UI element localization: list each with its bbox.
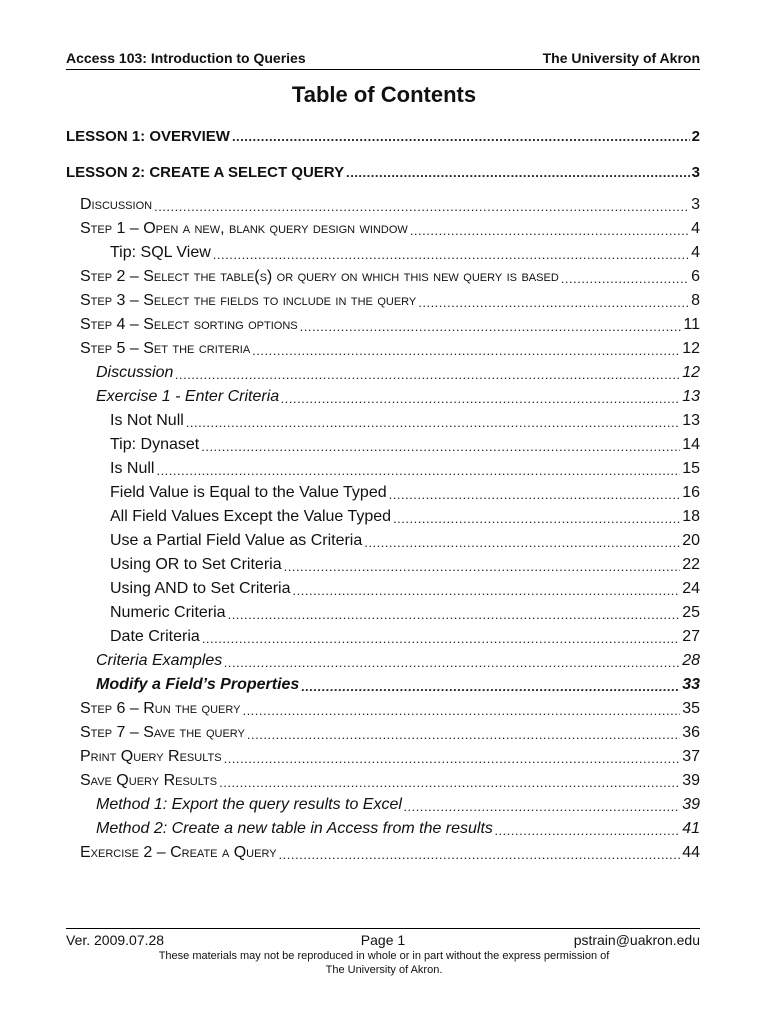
toc-entry-title: Step 1 – Open a new, blank query design window — [80, 220, 408, 237]
toc-entry-page: 37 — [682, 748, 700, 765]
toc-entry-page: 13 — [682, 412, 700, 429]
page-footer — [66, 928, 700, 948]
toc-entry-page: 39 — [682, 796, 700, 813]
toc-dot-leader — [301, 679, 680, 694]
toc-entry-page: 16 — [682, 484, 700, 501]
toc-entry-title: Discussion — [96, 364, 174, 381]
toc-dot-leader — [156, 463, 680, 478]
toc-entry[interactable] — [66, 838, 700, 862]
toc-entry[interactable] — [66, 694, 700, 718]
toc-entry-page: 12 — [682, 364, 700, 381]
toc-entry-page: 20 — [682, 532, 700, 549]
toc-entry-title: Is Null — [110, 460, 155, 477]
toc-entry-page: 3 — [691, 196, 700, 213]
toc-entry[interactable] — [66, 526, 700, 550]
page-header — [66, 44, 700, 70]
toc-entry-page: 36 — [682, 724, 700, 741]
toc-entry-title: Date Criteria — [110, 628, 200, 645]
toc-entry-page: 27 — [682, 628, 700, 645]
toc-entry-page: 12 — [682, 340, 700, 357]
toc-entry-title: LESSON 1: OVERVIEW — [66, 127, 230, 145]
toc-entry-page: 18 — [682, 508, 700, 525]
toc-dot-leader — [242, 703, 680, 718]
toc-entry-title: Using OR to Set Criteria — [110, 556, 282, 573]
toc-dot-leader — [247, 727, 680, 742]
footer-page-number: Page 1 — [360, 932, 406, 948]
toc-entry[interactable] — [66, 478, 700, 502]
toc-dot-leader — [284, 559, 681, 574]
toc-entry-title: Use a Partial Field Value as Criteria — [110, 532, 363, 549]
notice-line-1: These materials may not be reproduced in whole or in part without the express permission of — [158, 950, 610, 962]
toc-dot-leader — [224, 751, 681, 766]
toc-dot-leader — [346, 165, 690, 180]
toc-dot-leader — [393, 511, 680, 526]
toc-entry-page: 4 — [691, 244, 700, 261]
toc-dot-leader — [186, 415, 680, 430]
toc-dot-leader — [561, 271, 689, 286]
toc-dot-leader — [389, 487, 681, 502]
notice-line-2: The University of Akron. — [325, 964, 443, 976]
toc-entry-page: 6 — [691, 268, 700, 285]
footer-version: Ver. 2009.07.28 — [66, 932, 165, 948]
header-course-title: Access 103: Introduction to Queries — [66, 50, 306, 66]
toc-entry[interactable] — [66, 310, 700, 334]
toc-dot-leader — [202, 631, 680, 646]
toc-entry[interactable] — [66, 358, 700, 382]
toc-entry[interactable] — [66, 574, 700, 598]
toc-dot-leader — [293, 583, 681, 598]
toc-entry-title: Exercise 1 - Enter Criteria — [96, 388, 280, 405]
toc-entry-page: 25 — [682, 604, 700, 621]
toc-entry-title: Criteria Examples — [96, 652, 223, 669]
toc-entry-title: Tip: Dynaset — [110, 436, 200, 453]
toc-entry-page: 13 — [682, 388, 700, 405]
toc-entry[interactable] — [66, 334, 700, 358]
toc-entry[interactable] — [66, 382, 700, 406]
toc-entry[interactable] — [66, 742, 700, 766]
toc-entry-page: 39 — [682, 772, 700, 789]
toc-dot-leader — [418, 295, 689, 310]
toc-entry[interactable] — [66, 766, 700, 790]
toc-entry-page: 4 — [691, 220, 700, 237]
toc-entry-title: Step 2 – Select the table(s) or query on which this new query is based — [80, 268, 559, 285]
toc-entry-title: Method 2: Create a new table in Access from the results — [96, 820, 493, 837]
toc-entry[interactable] — [66, 502, 700, 526]
toc-entry-page: 22 — [682, 556, 700, 573]
toc-entry-page: 33 — [682, 676, 700, 693]
toc-entry-title: Numeric Criteria — [110, 604, 226, 621]
toc-entry-page: 3 — [691, 163, 700, 181]
toc-entry-title: Step 7 – Save the query — [80, 724, 245, 741]
toc-entry-page: 41 — [682, 820, 700, 837]
toc-dot-leader — [213, 247, 689, 262]
toc-entry[interactable] — [66, 670, 700, 694]
toc-dot-leader — [252, 343, 680, 358]
toc-entry-title: Step 6 – Run the query — [80, 700, 241, 717]
toc-dot-leader — [228, 607, 681, 622]
toc-dot-leader — [300, 319, 682, 334]
toc-entry-page: 11 — [683, 316, 700, 333]
toc-entry[interactable] — [66, 790, 700, 814]
table-of-contents — [66, 118, 700, 862]
toc-entry-title: Is Not Null — [110, 412, 184, 429]
toc-entry-page: 35 — [682, 700, 700, 717]
page-title: Table of Contents — [291, 82, 477, 107]
toc-entry[interactable] — [66, 262, 700, 286]
toc-entry-page: 24 — [682, 580, 700, 597]
toc-entry[interactable] — [66, 718, 700, 742]
toc-dot-leader — [154, 199, 689, 214]
footer-email: pstrain@uakron.edu — [573, 932, 700, 948]
toc-entry-page: 2 — [691, 127, 700, 145]
toc-entry-title: Step 5 – Set the criteria — [80, 340, 251, 357]
toc-entry[interactable] — [66, 214, 700, 238]
toc-entry-title: Field Value is Equal to the Value Typed — [110, 484, 387, 501]
toc-entry[interactable] — [66, 550, 700, 574]
toc-entry[interactable] — [66, 406, 700, 430]
toc-entry[interactable] — [66, 118, 700, 154]
toc-entry-title: Step 4 – Select sorting options — [80, 316, 298, 333]
toc-entry[interactable] — [66, 190, 700, 214]
copyright-notice — [0, 949, 768, 977]
toc-dot-leader — [281, 391, 680, 406]
toc-entry-title: Method 1: Export the query results to Excel — [96, 796, 402, 813]
toc-entry[interactable] — [66, 238, 700, 262]
toc-dot-leader — [404, 799, 680, 814]
toc-entry[interactable] — [66, 646, 700, 670]
toc-entry-title: Discussion — [80, 196, 153, 213]
toc-entry-title: Print Query Results — [80, 748, 222, 765]
toc-dot-leader — [219, 775, 680, 790]
toc-entry-page: 44 — [682, 844, 700, 861]
toc-entry[interactable] — [66, 286, 700, 310]
toc-dot-leader — [364, 535, 680, 550]
toc-entry-title: Exercise 2 – Create a Query — [80, 844, 277, 861]
toc-entry[interactable] — [66, 814, 700, 838]
toc-entry-title: Save Query Results — [80, 772, 218, 789]
toc-entry[interactable] — [66, 454, 700, 478]
toc-entry-page: 8 — [691, 292, 700, 309]
toc-entry-page: 14 — [682, 436, 700, 453]
toc-entry-title: LESSON 2: CREATE A SELECT QUERY — [66, 163, 345, 181]
toc-entry[interactable] — [66, 154, 700, 190]
toc-entry-title: Modify a Field’s Properties — [96, 676, 300, 693]
header-institution: The University of Akron — [542, 50, 700, 66]
toc-dot-leader — [224, 655, 680, 670]
toc-entry-title: All Field Values Except the Value Typed — [110, 508, 392, 525]
toc-entry-page: 28 — [682, 652, 700, 669]
toc-entry[interactable] — [66, 622, 700, 646]
toc-dot-leader — [232, 129, 690, 144]
toc-entry-title: Tip: SQL View — [110, 244, 211, 261]
toc-entry-title: Using AND to Set Criteria — [110, 580, 291, 597]
toc-dot-leader — [410, 223, 689, 238]
toc-dot-leader — [201, 439, 680, 454]
toc-entry[interactable] — [66, 430, 700, 454]
toc-dot-leader — [495, 823, 680, 838]
toc-dot-leader — [175, 367, 680, 382]
toc-entry[interactable] — [66, 598, 700, 622]
toc-entry-title: Step 3 – Select the fields to include in the query — [80, 292, 417, 309]
toc-entry-page: 15 — [682, 460, 700, 477]
toc-dot-leader — [279, 847, 681, 862]
